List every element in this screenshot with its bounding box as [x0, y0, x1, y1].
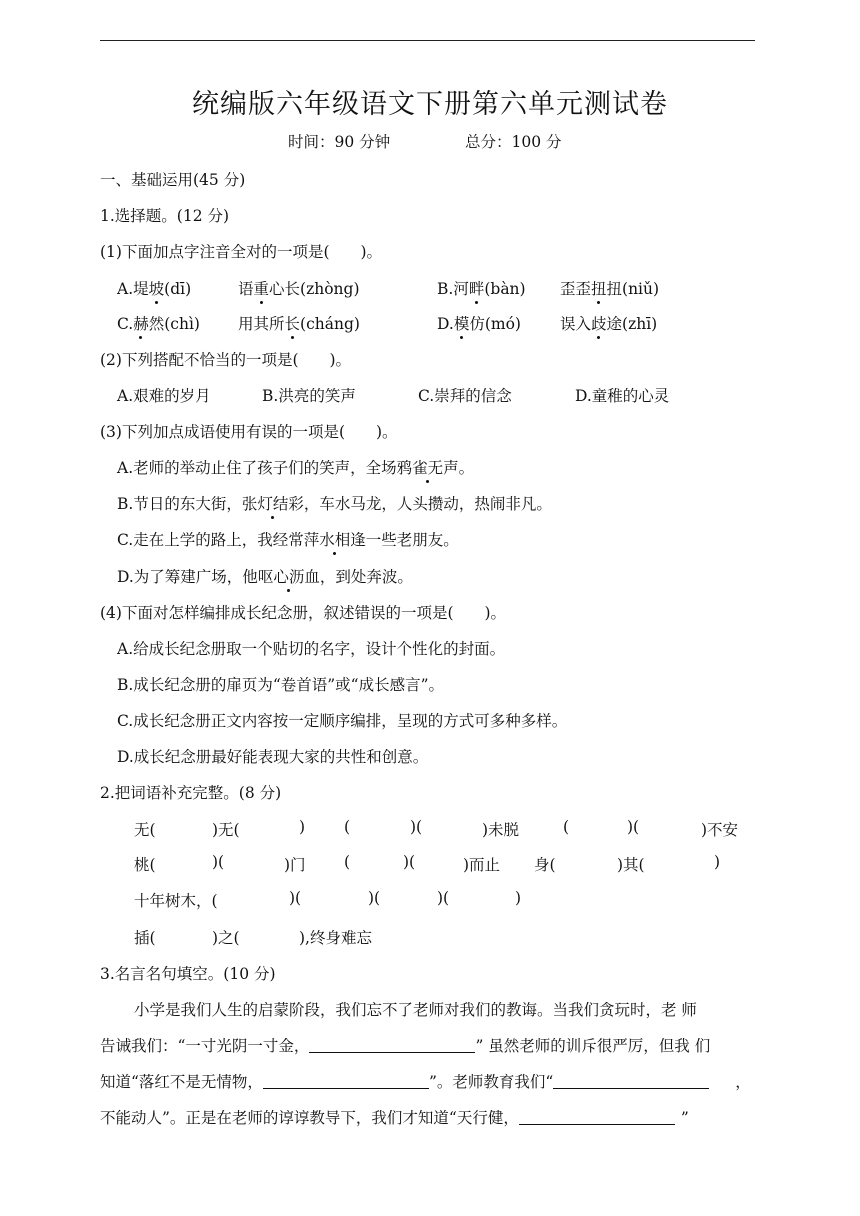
fill-blank[interactable] [553, 1074, 709, 1089]
idiom-fragment: )( [289, 889, 302, 907]
idiom-fragment: 无( [134, 821, 156, 839]
idiom-fragment: )之( [212, 929, 240, 947]
idiom-fragment: ( [344, 818, 351, 836]
idiom-fragment: )未脱 [482, 821, 520, 839]
exam-time: 时间：90 分钟 [288, 133, 391, 151]
q1-3-option-d: D.为了筹建广场，他呕心沥血，到处奔波。 [117, 565, 413, 587]
fill-blank[interactable] [309, 1038, 475, 1053]
q1-1-option-a: A.堤坡(dī) [117, 277, 191, 299]
idiom-fragment: )不安 [701, 821, 739, 839]
q1-4-option-a: A.给成长纪念册取一个贴切的名字，设计个性化的封面。 [117, 640, 506, 658]
q2-heading: 2.把词语补充完整。(8 分) [100, 784, 282, 802]
exam-score: 总分：100 分 [465, 133, 562, 151]
idiom-fragment: 身( [534, 856, 556, 874]
q1-1-option-c2: 用其所长(cháng) [238, 312, 360, 334]
idiom-fragment: 桃( [134, 856, 156, 874]
idiom-fragment: ( [563, 818, 570, 836]
q1-4-option-b: B.成长纪念册的扉页为“卷首语”或“成长感言”。 [117, 676, 445, 694]
q1-2-option-b: B.洪亮的笑声 [262, 387, 356, 405]
q3-heading: 3.名言名句填空。(10 分) [100, 965, 276, 983]
idiom-fragment: )其( [617, 856, 645, 874]
idiom-fragment: ) [714, 853, 721, 871]
fill-blank[interactable] [519, 1110, 675, 1125]
section-heading: 一、基础运用(45 分) [100, 171, 246, 189]
q1-3-stem: (3)下列加点成语使用有误的一项是( )。 [100, 423, 398, 441]
q1-1-option-c: C.赫然(chì) [117, 312, 200, 334]
q1-3-option-b: B.节日的东大街，张灯结彩，车水马龙，人头攒动，热闹非凡。 [117, 492, 552, 514]
fill-blank[interactable] [263, 1074, 429, 1089]
q3-passage-line: 知道“落红不是无情物， ”。老师教育我们“ ， [100, 1073, 751, 1091]
q1-heading: 1.选择题。(12 分) [100, 207, 230, 225]
q1-1-stem: (1)下面加点字注音全对的一项是( )。 [100, 243, 383, 261]
q3-passage-line: 小学是我们人生的启蒙阶段，我们忘不了老师对我们的教诲。当我们贪玩时，老 师 [134, 1001, 697, 1019]
idiom-fragment: ) [299, 818, 306, 836]
idiom-fragment: )( [403, 853, 416, 871]
q1-1-option-b2: 歪歪扭扭(niǔ) [560, 277, 659, 299]
top-rule [100, 40, 755, 41]
q1-2-option-c: C.崇拜的信念 [418, 387, 512, 405]
idiom-fragment: )( [437, 889, 450, 907]
q1-1-option-b: B.河畔(bàn) [437, 277, 526, 299]
idiom-fragment: )门 [284, 856, 306, 874]
q1-1-option-d2: 误入歧途(zhī) [560, 312, 657, 334]
idiom-fragment: ( [344, 853, 351, 871]
idiom-fragment: )( [410, 818, 423, 836]
q1-1-option-d: D.模仿(mó) [437, 312, 521, 334]
idiom-fragment: )而止 [463, 856, 501, 874]
q1-1-option-a2: 语重心长(zhòng) [238, 277, 360, 299]
q1-2-option-a: A.艰难的岁月 [117, 387, 211, 405]
idiom-fragment: )无( [212, 821, 240, 839]
q1-4-stem: (4)下面对怎样编排成长纪念册，叙述错误的一项是( )。 [100, 604, 507, 622]
idiom-fragment: 插( [134, 929, 156, 947]
q3-passage-line: 告诫我们：“一寸光阴一寸金， ” 虽然老师的训斥很严厉，但我 们 [100, 1037, 711, 1055]
idiom-fragment: 十年树木，( [134, 892, 218, 910]
q1-2-stem: (2)下列搭配不恰当的一项是( )。 [100, 351, 352, 369]
idiom-fragment: )( [368, 889, 381, 907]
idiom-fragment: ) [515, 889, 522, 907]
page-title: 统编版六年级语文下册第六单元测试卷 [192, 89, 668, 120]
idiom-fragment: )( [212, 853, 225, 871]
q1-4-option-d: D.成长纪念册最好能表现大家的共性和创意。 [117, 748, 429, 766]
q3-passage-line: 不能动人”。正是在老师的谆谆教导下，我们才知道“天行健， ” [100, 1109, 689, 1127]
q1-4-option-c: C.成长纪念册正文内容按一定顺序编排，呈现的方式可多种多样。 [117, 712, 568, 730]
q1-3-option-a: A.老师的举动止住了孩子们的笑声，全场鸦雀无声。 [117, 456, 474, 478]
q1-2-option-d: D.童稚的心灵 [575, 387, 670, 405]
q1-3-option-c: C.走在上学的路上，我经常萍水相逢一些老朋友。 [117, 528, 459, 550]
idiom-fragment: )( [627, 818, 640, 836]
idiom-fragment: ),终身难忘 [299, 929, 372, 947]
